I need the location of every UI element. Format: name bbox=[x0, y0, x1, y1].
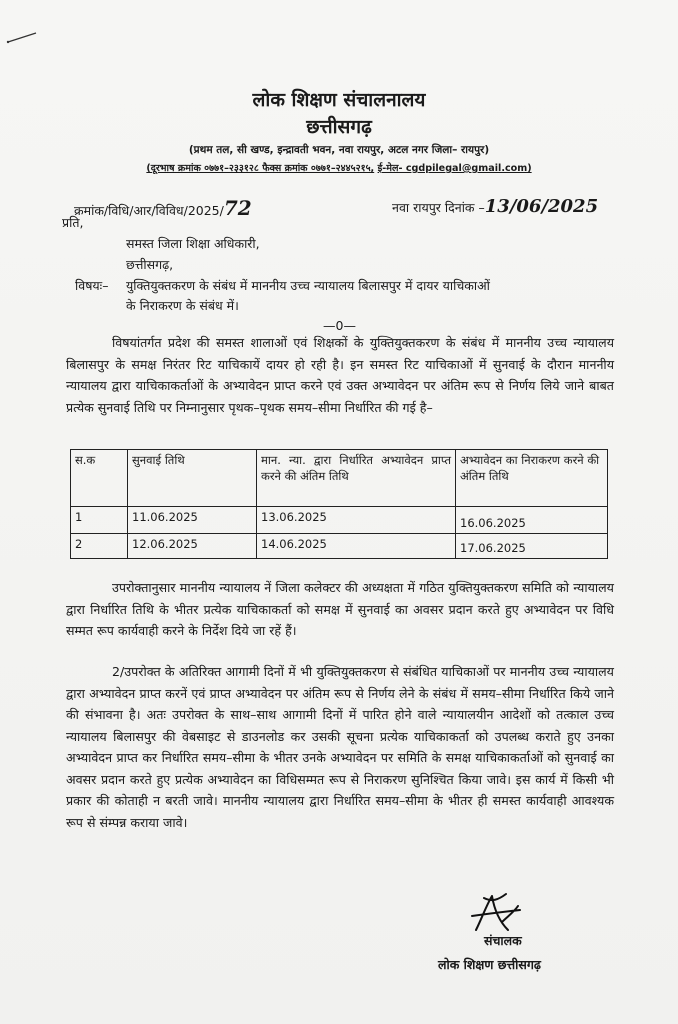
subject-line2: के निराकरण के संबंध में। bbox=[126, 298, 239, 313]
separator: —0— bbox=[323, 318, 356, 333]
table-cell: 12.06.2025 bbox=[128, 534, 257, 559]
table-cell: 16.06.2025 bbox=[456, 507, 608, 534]
table-cell: 1 bbox=[71, 507, 128, 534]
paragraph-3: 2/उपरोक्त के अतिरिक्त आगामी दिनों में भी युक्तियुक्तकरण से संबंधित याचिकाओं पर माननीय उच्च न्यायालय द्वारा अभ्यावेदन प्राप्त करनें एवं प्राप्त अभ्यावेदन पर अंतिम रूप से निर्णय लेने के संबंध में समय–सीमा निर्धारित किये जाने की संभावना है। अतः उपरोक्त के साथ–साथ आगामी दिनों में पारित होने वाले न्यायालयीन आदेशों को तत्काल उच्च न्यायालय बिलासपुर की वेबसाइट से डाउनलोड कर उसकी सूचना प्रत्येक याचिकाकर्ता को उपलब्ध कराते हुए उनका अभ्यावेदन प्राप्त कर निर्धारित समय–सीमा के भीतर उनके अभ्यावेदन पर समिति के समक्ष याचिकाकर्ताओं को सुनवाई का अवसर प्रदान करते हुए प्रत्येक अभ्यावेदन का विधिसम्मत रूप से निराकरण सुनिश्चित किया जावे। इस कार्य में किसी भी प्रकार की कोताही न बरती जावे। माननीय न्यायालय द्वारा निर्धारित समय–सीमा के भीतर ही समस्त कार्यवाही आवश्यक रूप से संम्पन्न कराया जावे। bbox=[66, 664, 614, 830]
table-row bbox=[71, 507, 608, 534]
reference-number: क्रमांक/विधि/आर/विविध/2025/72 bbox=[74, 196, 252, 220]
table-header-cell: स.क bbox=[71, 450, 128, 507]
contact-email: ई-मेल- cgdpilegal@gmail.com) bbox=[377, 163, 532, 174]
subject-line1: युक्तियुक्तकरण के संबंध में माननीय उच्च न्यायालय बिलासपुर में दायर याचिकाओं bbox=[126, 278, 490, 293]
reference-handwritten: 72 bbox=[223, 196, 252, 220]
paragraph-1: विषयांतर्गत प्रदेश की समस्त शालाओं एवं शिक्षकों के युक्तियुक्तकरण के संबंध में माननीय उच्च न्यायालय बिलासपुर के समक्ष निरंतर रिट याचिकायें दायर हो रही है। इन समस्त रिट याचिकाओं में सुनवाई के दौरान माननीय न्यायालय द्वारा याचिकाकर्ताओं के अभ्यावेदन प्राप्त करने एवं उक्त अभ्यावेदन पर अंतिम रूप से निर्णय लिये जाने बाबत प्रत्येक सुनवाई तिथि पर निम्नानुसार पृथक–पृथक समय–सीमा निर्धारित की गई है– bbox=[66, 335, 614, 415]
hearing-schedule-table bbox=[70, 449, 608, 559]
recipient-prati: प्रति, bbox=[62, 215, 84, 230]
table-cell: 14.06.2025 bbox=[257, 534, 456, 559]
table-row bbox=[71, 534, 608, 559]
office-title: लोक शिक्षण संचालनालय bbox=[252, 89, 426, 111]
contact-phone: (दूरभाष क्रमांक ०७७१–२३३१२८ फैक्स क्रमांक ०७७१–२४४५२१५, bbox=[146, 163, 375, 174]
signatory-office: लोक शिक्षण छत्तीसगढ़ bbox=[438, 957, 541, 972]
table-cell: 17.06.2025 bbox=[456, 534, 608, 559]
table-cell: 13.06.2025 bbox=[257, 507, 456, 534]
subject-label: विषयः– bbox=[75, 278, 109, 293]
table-cell: 11.06.2025 bbox=[128, 507, 257, 534]
table-header-cell: अभ्यावेदन का निराकरण करने की अंतिम तिथि bbox=[456, 450, 608, 507]
paragraph-2: उपरोक्तानुसार माननीय न्यायालय नें जिला कलेक्टर की अध्यक्षता में गठित युक्तियुक्तकरण समिति को न्यायालय द्वारा निर्धारित तिथि के भीतर प्रत्येक याचिकाकर्ता को समक्ष में सुनवाई का अवसर प्रदान करते हुए अभ्यावेदन पर विधि सम्मत रूप कार्यवाही करने के निर्देश दिये जा रहें हैं। bbox=[66, 580, 614, 638]
date-handwritten: 13/06/2025 bbox=[484, 196, 599, 217]
pen-mark-icon bbox=[6, 30, 40, 44]
signatory-designation: संचालक bbox=[484, 933, 522, 948]
recipient-line2: छत्तीसगढ़, bbox=[126, 257, 174, 272]
reference-date: नवा रायपुर दिनांक –13/06/2025 bbox=[392, 196, 599, 217]
recipient-line1: समस्त जिला शिक्षा अधिकारी, bbox=[126, 236, 260, 251]
table-header-cell: सुनवाई तिथि bbox=[128, 450, 257, 507]
signature-icon bbox=[462, 890, 532, 938]
office-address: (प्रथम तल, सी खण्ड, इन्द्रावती भवन, नवा रायपुर, अटल नगर जिला– रायपुर) bbox=[188, 144, 490, 156]
table-cell: 2 bbox=[71, 534, 128, 559]
table-header-row bbox=[71, 450, 608, 507]
table-header-cell: मान. न्या. द्वारा निर्धारित अभ्यावेदन प्राप्त करने की अंतिम तिथि bbox=[257, 450, 456, 507]
state-title: छत्तीसगढ़ bbox=[306, 116, 372, 138]
office-contact bbox=[0, 161, 678, 174]
